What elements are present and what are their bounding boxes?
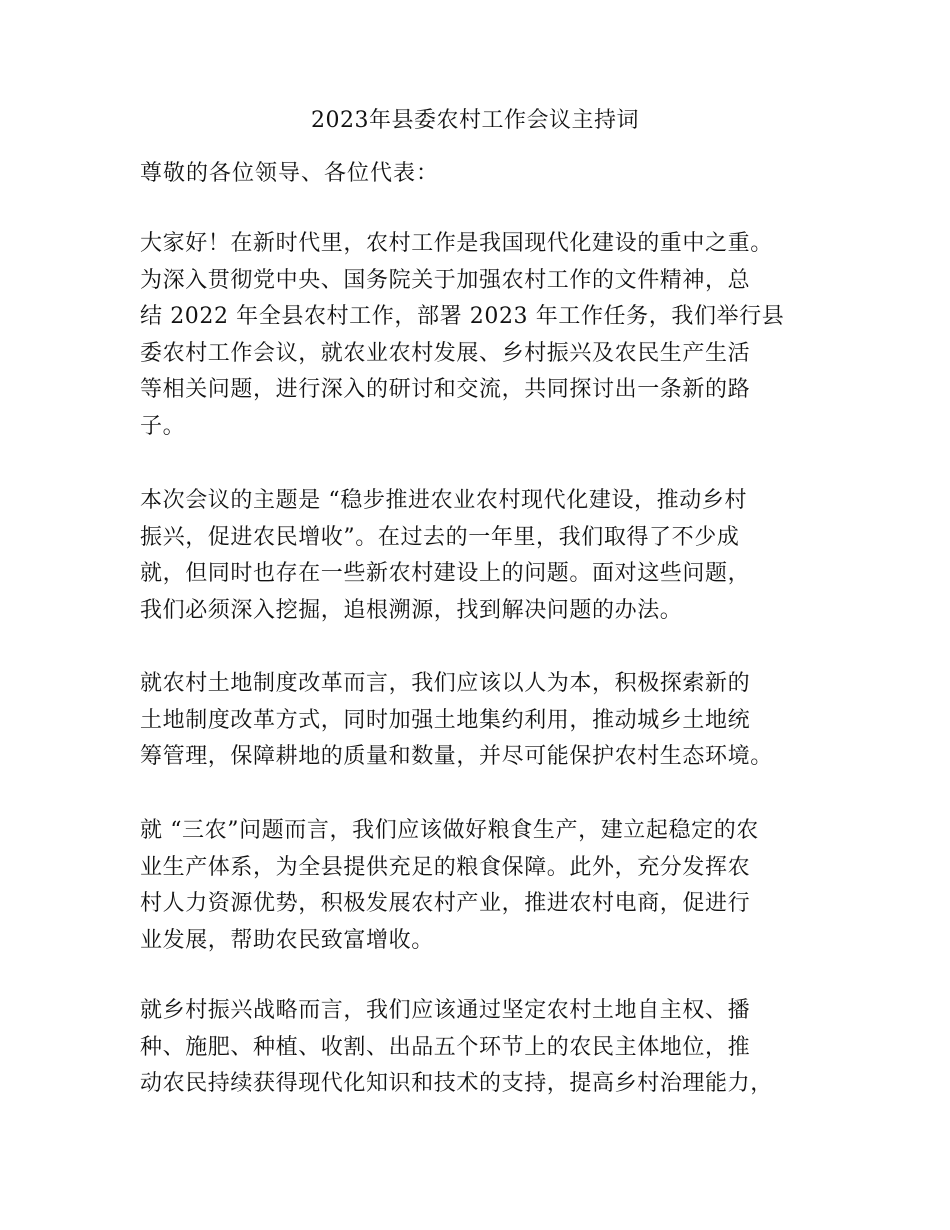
text-line: 业生产体系，为全县提供充足的粮食保障。此外，充分发挥农 — [140, 854, 751, 880]
text-line: 等相关问题，进行深入的研讨和交流，共同探讨出一条新的路 — [140, 377, 751, 402]
text-line: 就 “三农”问题而言，我们应该做好粮食生产，建立起稳定的农 — [140, 818, 759, 843]
text-line: 村人力资源优势，积极发展农村产业，推进农村电商，促进行 — [140, 891, 751, 916]
salutation: 尊敬的各位领导、各位代表： — [140, 161, 440, 186]
text-line: 种、施肥、种植、收割、出品五个环节上的农民主体地位，推 — [140, 1034, 751, 1060]
text-line: 我们必须深入挖掘，追根溯源，找到解决问题的办法。 — [140, 597, 683, 623]
document-title: 2023年县委农村工作会议主持词 — [311, 108, 639, 133]
text-line: 子。 — [140, 413, 186, 439]
text-line: 为深入贯彻党中央、国务院关于加强农村工作的文件精神，总 — [140, 267, 751, 293]
text-line: 委农村工作会议，就农业农村发展、乡村振兴及农民生产生活 — [140, 340, 751, 366]
text-line: 动农民持续获得现代化知识和技术的支持，提高乡村治理能力， — [140, 1071, 773, 1096]
paragraph-land-reform — [140, 666, 830, 776]
text-line: 振兴，促进农民增收”。在过去的一年里，我们取得了不少成 — [140, 524, 740, 550]
text-line: 大家好！在新时代里，农村工作是我国现代化建设的重中之重。 — [140, 231, 773, 256]
paragraph-opening — [140, 226, 830, 445]
text-line: 土地制度改革方式，同时加强土地集约利用，推动城乡土地统 — [140, 707, 751, 733]
text-line: 就农村土地制度改革而言，我们应该以人为本，积极探索新的 — [140, 671, 751, 696]
text-line: 就乡村振兴战略而言，我们应该通过坚定农村土地自主权、播 — [140, 998, 751, 1023]
paragraph-three-rural-issues — [140, 813, 830, 959]
paragraph-theme — [140, 483, 830, 629]
paragraph-rural-revitalization — [140, 993, 830, 1103]
text-line: 筹管理，保障耕地的质量和数量，并尽可能保护农村生态环境。 — [140, 744, 773, 769]
text-line: 就，但同时也存在一些新农村建设上的问题。面对这些问题， — [140, 561, 751, 586]
text-line: 本次会议的主题是 “稳步推进农业农村现代化建设，推动乡村 — [140, 488, 748, 513]
text-line: 业发展，帮助农民致富增收。 — [140, 927, 434, 953]
text-line: 结 2022 年全县农村工作，部署 2023 年工作任务，我们举行县 — [140, 304, 785, 329]
